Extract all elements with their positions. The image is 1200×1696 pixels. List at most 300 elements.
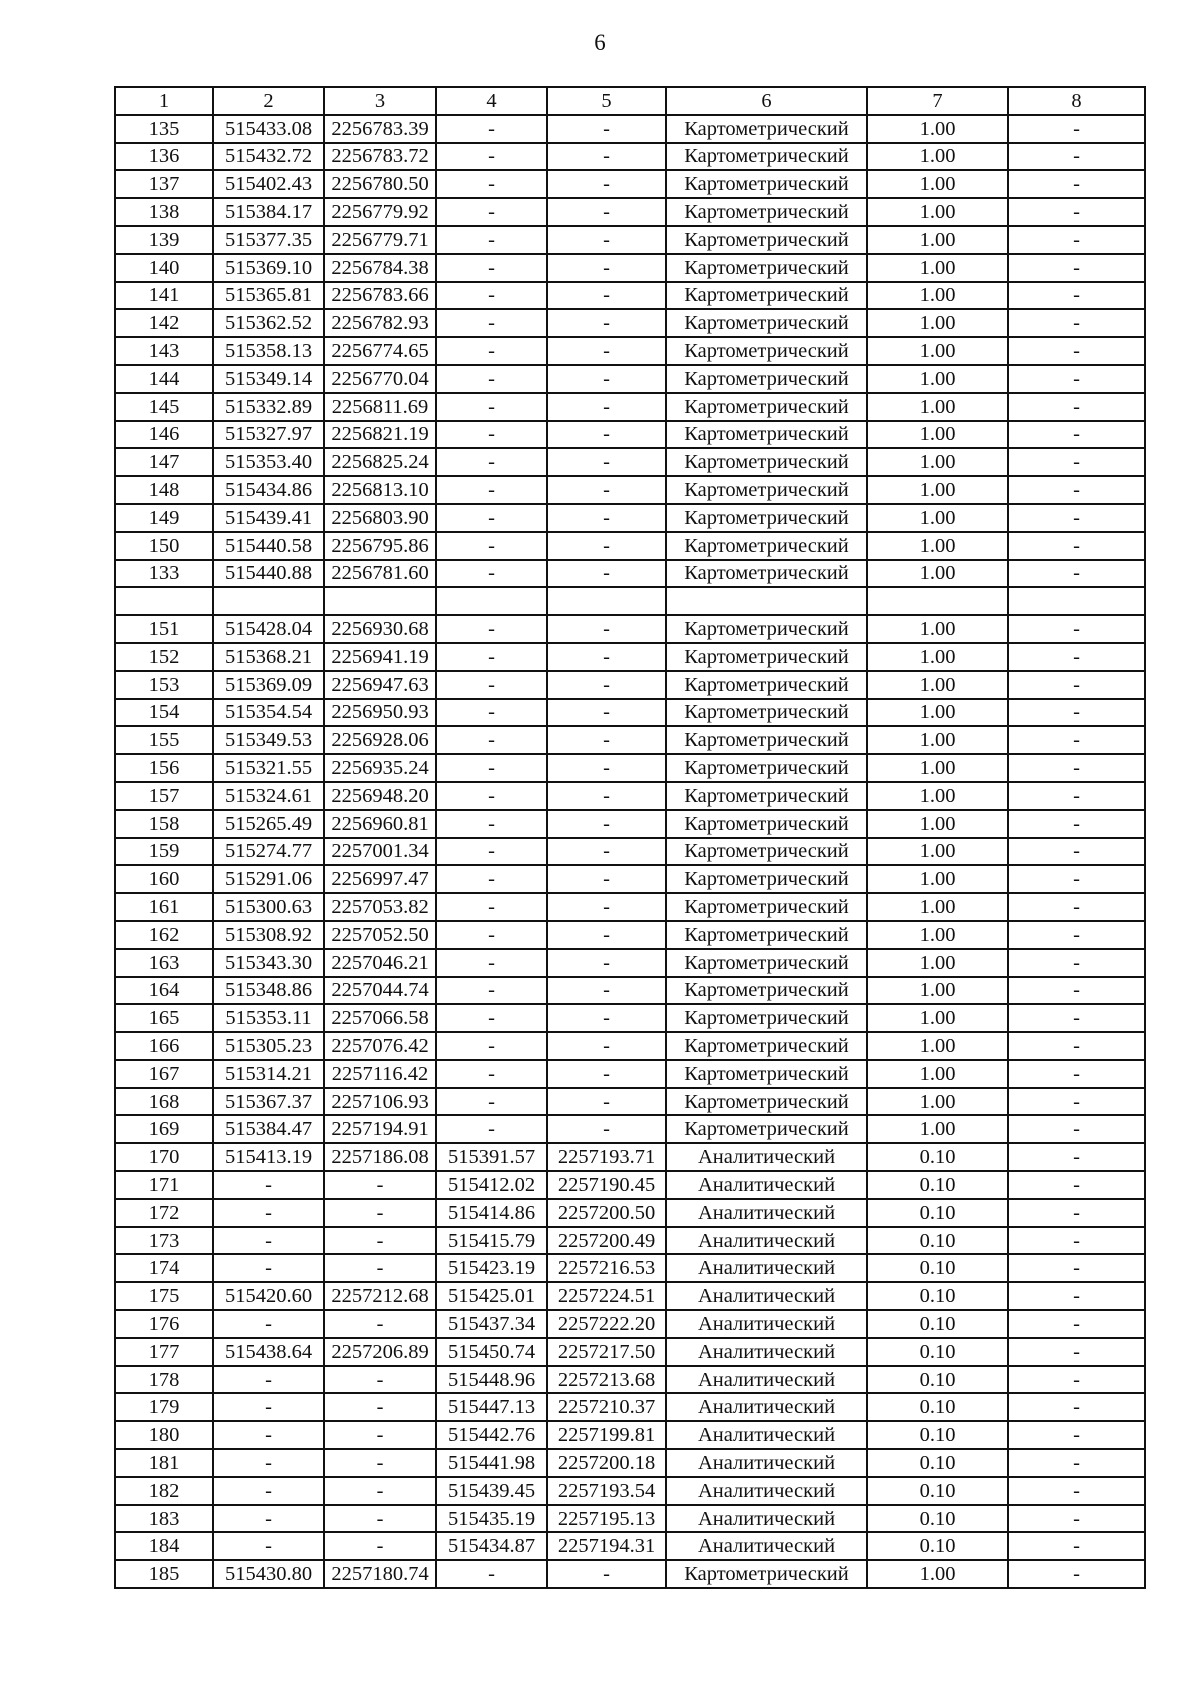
cell-point-number: 151 [115,615,213,643]
cell-point-number: 175 [115,1282,213,1310]
cell-y-alt-coordinate: - [547,504,666,532]
cell-method: Картометрический [666,365,867,393]
cell-y-alt-coordinate: - [547,643,666,671]
cell-accuracy: 1.00 [867,754,1008,782]
cell-accuracy: 1.00 [867,532,1008,560]
cell-method [666,587,867,615]
cell-note: - [1008,337,1145,365]
cell-method: Аналитический [666,1310,867,1338]
cell-x-alt-coordinate: 515414.86 [436,1199,547,1227]
cell-accuracy: 1.00 [867,699,1008,727]
cell-y-alt-coordinate: 2257199.81 [547,1421,666,1449]
cell-y-alt-coordinate: - [547,615,666,643]
cell-note: - [1008,560,1145,588]
cell-y-coordinate: 2256774.65 [324,337,436,365]
cell-y-alt-coordinate: 2257200.49 [547,1227,666,1255]
cell-y-alt-coordinate [547,587,666,615]
cell-accuracy: 1.00 [867,726,1008,754]
table-row [115,615,1145,643]
cell-accuracy: 0.10 [867,1282,1008,1310]
cell-x-coordinate: 515343.30 [213,949,324,977]
cell-accuracy: 1.00 [867,921,1008,949]
cell-x-coordinate: 515369.09 [213,671,324,699]
cell-method: Картометрический [666,643,867,671]
cell-method: Картометрический [666,921,867,949]
cell-y-coordinate: 2256779.92 [324,198,436,226]
cell-x-alt-coordinate: - [436,393,547,421]
cell-x-coordinate: 515413.19 [213,1143,324,1171]
cell-x-alt-coordinate: 515442.76 [436,1421,547,1449]
cell-y-alt-coordinate: - [547,170,666,198]
cell-point-number: 181 [115,1449,213,1477]
cell-y-coordinate: 2256941.19 [324,643,436,671]
cell-point-number: 140 [115,254,213,282]
cell-point-number: 176 [115,1310,213,1338]
cell-y-alt-coordinate: - [547,1115,666,1143]
cell-method: Картометрический [666,254,867,282]
cell-y-alt-coordinate: - [547,893,666,921]
cell-accuracy: 1.00 [867,115,1008,143]
cell-note: - [1008,448,1145,476]
cell-method: Аналитический [666,1477,867,1505]
cell-point-number: 145 [115,393,213,421]
cell-y-alt-coordinate: - [547,1004,666,1032]
cell-accuracy: 1.00 [867,143,1008,171]
cell-y-coordinate: 2257053.82 [324,893,436,921]
cell-point-number: 137 [115,170,213,198]
cell-y-coordinate: 2256770.04 [324,365,436,393]
cell-y-coordinate: 2257116.42 [324,1060,436,1088]
cell-x-coordinate: 515354.54 [213,699,324,727]
table-row [115,1310,1145,1338]
cell-method: Картометрический [666,198,867,226]
cell-y-coordinate: 2257106.93 [324,1088,436,1116]
cell-note: - [1008,1532,1145,1560]
table-row [115,532,1145,560]
cell-method: Картометрический [666,143,867,171]
cell-x-alt-coordinate: - [436,615,547,643]
cell-y-coordinate: 2256783.72 [324,143,436,171]
cell-method: Картометрический [666,1060,867,1088]
cell-x-alt-coordinate: - [436,810,547,838]
cell-y-alt-coordinate: - [547,782,666,810]
cell-y-coordinate: 2256930.68 [324,615,436,643]
cell-x-coordinate: - [213,1532,324,1560]
cell-y-alt-coordinate: - [547,282,666,310]
cell-y-alt-coordinate: - [547,115,666,143]
header-cell-accuracy: 7 [867,87,1008,115]
cell-y-alt-coordinate: - [547,365,666,393]
cell-point-number: 165 [115,1004,213,1032]
cell-note: - [1008,1393,1145,1421]
cell-x-coordinate: - [213,1449,324,1477]
cell-point-number: 164 [115,977,213,1005]
table-body [115,87,1145,1588]
cell-y-coordinate: - [324,1171,436,1199]
cell-y-coordinate: - [324,1449,436,1477]
cell-y-coordinate: 2257052.50 [324,921,436,949]
cell-x-coordinate: 515362.52 [213,309,324,337]
cell-accuracy: 1.00 [867,337,1008,365]
cell-x-alt-coordinate: - [436,560,547,588]
cell-x-alt-coordinate: - [436,865,547,893]
cell-x-alt-coordinate: - [436,838,547,866]
header-cell-note: 8 [1008,87,1145,115]
cell-point-number: 153 [115,671,213,699]
cell-point-number: 146 [115,421,213,449]
cell-y-coordinate: 2256960.81 [324,810,436,838]
cell-x-alt-coordinate: - [436,504,547,532]
table-header-row [115,87,1145,115]
cell-accuracy: 0.10 [867,1254,1008,1282]
cell-y-alt-coordinate: 2257216.53 [547,1254,666,1282]
cell-x-alt-coordinate: - [436,421,547,449]
header-cell-y-alt-coordinate: 5 [547,87,666,115]
table-row [115,198,1145,226]
cell-x-coordinate: - [213,1254,324,1282]
cell-note: - [1008,893,1145,921]
cell-point-number: 168 [115,1088,213,1116]
cell-y-alt-coordinate: - [547,810,666,838]
cell-y-alt-coordinate: 2257217.50 [547,1338,666,1366]
cell-note: - [1008,1254,1145,1282]
cell-x-alt-coordinate: 515425.01 [436,1282,547,1310]
cell-method: Аналитический [666,1171,867,1199]
cell-note: - [1008,393,1145,421]
cell-y-alt-coordinate: - [547,560,666,588]
cell-point-number: 174 [115,1254,213,1282]
cell-x-alt-coordinate: - [436,226,547,254]
cell-x-alt-coordinate: - [436,1004,547,1032]
cell-point-number: 172 [115,1199,213,1227]
cell-x-alt-coordinate: - [436,282,547,310]
cell-x-alt-coordinate: 515439.45 [436,1477,547,1505]
cell-x-coordinate: - [213,1366,324,1394]
cell-y-coordinate: 2256784.38 [324,254,436,282]
cell-method: Картометрический [666,448,867,476]
cell-x-alt-coordinate: 515450.74 [436,1338,547,1366]
table-row [115,1004,1145,1032]
table-row [115,1393,1145,1421]
cell-y-coordinate: 2257066.58 [324,1004,436,1032]
cell-accuracy: 1.00 [867,1088,1008,1116]
table-row [115,810,1145,838]
cell-x-alt-coordinate: - [436,143,547,171]
cell-x-alt-coordinate: 515412.02 [436,1171,547,1199]
cell-y-alt-coordinate: - [547,198,666,226]
header-cell-method: 6 [666,87,867,115]
cell-y-coordinate: 2257212.68 [324,1282,436,1310]
cell-x-coordinate: 515358.13 [213,337,324,365]
cell-accuracy: 0.10 [867,1227,1008,1255]
cell-point-number: 161 [115,893,213,921]
cell-accuracy: 0.10 [867,1171,1008,1199]
cell-method: Картометрический [666,560,867,588]
cell-method: Аналитический [666,1532,867,1560]
cell-x-alt-coordinate: - [436,671,547,699]
cell-accuracy: 1.00 [867,254,1008,282]
cell-y-alt-coordinate: - [547,448,666,476]
cell-x-alt-coordinate: - [436,893,547,921]
cell-method: Аналитический [666,1227,867,1255]
cell-accuracy: 1.00 [867,282,1008,310]
cell-y-alt-coordinate: - [547,254,666,282]
cell-x-coordinate: 515349.14 [213,365,324,393]
cell-y-coordinate: 2257206.89 [324,1338,436,1366]
cell-x-alt-coordinate: - [436,1032,547,1060]
table-row [115,643,1145,671]
cell-x-coordinate: 515265.49 [213,810,324,838]
cell-x-coordinate: 515384.17 [213,198,324,226]
cell-method: Картометрический [666,782,867,810]
cell-y-coordinate: 2257186.08 [324,1143,436,1171]
cell-x-alt-coordinate: - [436,643,547,671]
table-row [115,893,1145,921]
cell-x-coordinate: 515428.04 [213,615,324,643]
cell-note: - [1008,198,1145,226]
cell-x-alt-coordinate: - [436,1060,547,1088]
cell-note: - [1008,504,1145,532]
cell-note: - [1008,810,1145,838]
cell-point-number: 180 [115,1421,213,1449]
table-row [115,949,1145,977]
cell-accuracy: 1.00 [867,448,1008,476]
table-row [115,170,1145,198]
cell-accuracy: 1.00 [867,810,1008,838]
cell-accuracy: 1.00 [867,365,1008,393]
cell-x-coordinate: - [213,1310,324,1338]
cell-x-alt-coordinate: - [436,726,547,754]
table-row [115,1477,1145,1505]
cell-accuracy: 1.00 [867,198,1008,226]
cell-note: - [1008,921,1145,949]
cell-method: Картометрический [666,1088,867,1116]
cell-y-coordinate: - [324,1421,436,1449]
table-row [115,393,1145,421]
cell-x-coordinate: 515314.21 [213,1060,324,1088]
cell-y-alt-coordinate: 2257200.18 [547,1449,666,1477]
cell-y-alt-coordinate: 2257194.31 [547,1532,666,1560]
cell-method: Картометрический [666,838,867,866]
cell-y-alt-coordinate: 2257190.45 [547,1171,666,1199]
cell-point-number: 143 [115,337,213,365]
cell-x-coordinate: 515291.06 [213,865,324,893]
cell-x-alt-coordinate: - [436,1115,547,1143]
cell-y-coordinate: 2256928.06 [324,726,436,754]
cell-x-coordinate: 515353.11 [213,1004,324,1032]
cell-accuracy: 0.10 [867,1421,1008,1449]
table-row [115,1505,1145,1533]
cell-y-coordinate: 2256825.24 [324,448,436,476]
cell-method: Картометрический [666,671,867,699]
cell-point-number: 133 [115,560,213,588]
cell-x-alt-coordinate: 515434.87 [436,1532,547,1560]
cell-y-coordinate: 2257076.42 [324,1032,436,1060]
cell-y-alt-coordinate: - [547,977,666,1005]
cell-note: - [1008,1310,1145,1338]
cell-method: Аналитический [666,1421,867,1449]
cell-point-number: 160 [115,865,213,893]
header-cell-point-number: 1 [115,87,213,115]
cell-y-coordinate: - [324,1393,436,1421]
cell-x-alt-coordinate: - [436,1560,547,1588]
cell-x-coordinate [213,587,324,615]
cell-y-coordinate: 2256813.10 [324,476,436,504]
cell-note: - [1008,532,1145,560]
cell-point-number: 169 [115,1115,213,1143]
cell-y-coordinate: 2256950.93 [324,699,436,727]
cell-point-number: 170 [115,1143,213,1171]
cell-note: - [1008,643,1145,671]
cell-note: - [1008,476,1145,504]
cell-x-coordinate: 515430.80 [213,1560,324,1588]
cell-x-coordinate: 515367.37 [213,1088,324,1116]
cell-note: - [1008,1282,1145,1310]
cell-point-number: 171 [115,1171,213,1199]
cell-note: - [1008,170,1145,198]
cell-point-number: 162 [115,921,213,949]
cell-method: Картометрический [666,754,867,782]
cell-method: Картометрический [666,393,867,421]
table-row [115,699,1145,727]
cell-x-alt-coordinate: - [436,1088,547,1116]
cell-x-alt-coordinate: - [436,754,547,782]
cell-note: - [1008,282,1145,310]
cell-note: - [1008,1032,1145,1060]
cell-x-coordinate: 515300.63 [213,893,324,921]
table-row [115,1338,1145,1366]
cell-accuracy: 0.10 [867,1449,1008,1477]
cell-y-alt-coordinate: - [547,337,666,365]
cell-x-coordinate: 515402.43 [213,170,324,198]
table-row [115,587,1145,615]
cell-note: - [1008,977,1145,1005]
table-row [115,1282,1145,1310]
cell-x-coordinate: - [213,1421,324,1449]
cell-y-coordinate: 2256779.71 [324,226,436,254]
cell-note: - [1008,1115,1145,1143]
cell-x-coordinate: 515365.81 [213,282,324,310]
cell-point-number: 158 [115,810,213,838]
cell-y-alt-coordinate: - [547,1060,666,1088]
cell-point-number: 184 [115,1532,213,1560]
cell-point-number: 157 [115,782,213,810]
cell-x-coordinate: - [213,1227,324,1255]
cell-point-number: 149 [115,504,213,532]
cell-accuracy: 1.00 [867,671,1008,699]
cell-point-number: 167 [115,1060,213,1088]
cell-note: - [1008,1227,1145,1255]
cell-accuracy: 0.10 [867,1310,1008,1338]
cell-note: - [1008,1199,1145,1227]
cell-method: Аналитический [666,1393,867,1421]
cell-note: - [1008,671,1145,699]
cell-accuracy: 0.10 [867,1338,1008,1366]
cell-method: Аналитический [666,1254,867,1282]
cell-method: Картометрический [666,615,867,643]
header-cell-x-alt-coordinate: 4 [436,87,547,115]
cell-x-alt-coordinate: 515437.34 [436,1310,547,1338]
cell-x-coordinate: - [213,1171,324,1199]
table-row [115,1227,1145,1255]
cell-point-number: 150 [115,532,213,560]
cell-note: - [1008,1143,1145,1171]
cell-note: - [1008,226,1145,254]
cell-accuracy: 1.00 [867,1115,1008,1143]
cell-note: - [1008,1004,1145,1032]
cell-accuracy: 1.00 [867,1004,1008,1032]
cell-x-alt-coordinate: 515415.79 [436,1227,547,1255]
cell-note: - [1008,143,1145,171]
cell-note: - [1008,782,1145,810]
cell-note: - [1008,1505,1145,1533]
cell-accuracy: 0.10 [867,1477,1008,1505]
cell-x-coordinate: 515308.92 [213,921,324,949]
cell-note: - [1008,1060,1145,1088]
cell-x-alt-coordinate: 515447.13 [436,1393,547,1421]
cell-y-coordinate: - [324,1477,436,1505]
table-row [115,282,1145,310]
cell-x-coordinate: 515332.89 [213,393,324,421]
cell-x-coordinate: 515420.60 [213,1282,324,1310]
cell-point-number: 178 [115,1366,213,1394]
cell-y-alt-coordinate: - [547,838,666,866]
table-row [115,504,1145,532]
cell-accuracy: 1.00 [867,893,1008,921]
cell-x-alt-coordinate: - [436,309,547,337]
cell-y-coordinate: 2256780.50 [324,170,436,198]
cell-note: - [1008,1088,1145,1116]
cell-x-alt-coordinate: - [436,170,547,198]
cell-y-coordinate: - [324,1199,436,1227]
cell-accuracy: 1.00 [867,838,1008,866]
cell-y-alt-coordinate: - [547,421,666,449]
cell-accuracy: 1.00 [867,170,1008,198]
cell-x-coordinate: 515327.97 [213,421,324,449]
cell-method: Картометрический [666,337,867,365]
cell-x-coordinate: 515349.53 [213,726,324,754]
cell-accuracy: 0.10 [867,1143,1008,1171]
cell-x-coordinate: 515305.23 [213,1032,324,1060]
cell-y-coordinate: 2256997.47 [324,865,436,893]
cell-method: Картометрический [666,309,867,337]
cell-y-coordinate: 2256803.90 [324,504,436,532]
cell-accuracy: 1.00 [867,977,1008,1005]
cell-accuracy [867,587,1008,615]
cell-y-coordinate: 2256948.20 [324,782,436,810]
cell-y-coordinate: - [324,1505,436,1533]
table-row [115,1060,1145,1088]
cell-x-alt-coordinate [436,587,547,615]
cell-accuracy: 1.00 [867,782,1008,810]
cell-x-alt-coordinate: - [436,337,547,365]
cell-point-number: 148 [115,476,213,504]
cell-x-coordinate: 515324.61 [213,782,324,810]
cell-note: - [1008,1477,1145,1505]
cell-y-coordinate: 2256935.24 [324,754,436,782]
cell-note: - [1008,421,1145,449]
cell-x-coordinate: 515438.64 [213,1338,324,1366]
cell-method: Картометрический [666,810,867,838]
header-cell-x-coordinate: 2 [213,87,324,115]
table-row [115,1171,1145,1199]
cell-point-number: 183 [115,1505,213,1533]
table-row [115,1088,1145,1116]
cell-x-alt-coordinate: 515391.57 [436,1143,547,1171]
cell-method: Картометрический [666,865,867,893]
cell-note: - [1008,365,1145,393]
cell-note: - [1008,615,1145,643]
